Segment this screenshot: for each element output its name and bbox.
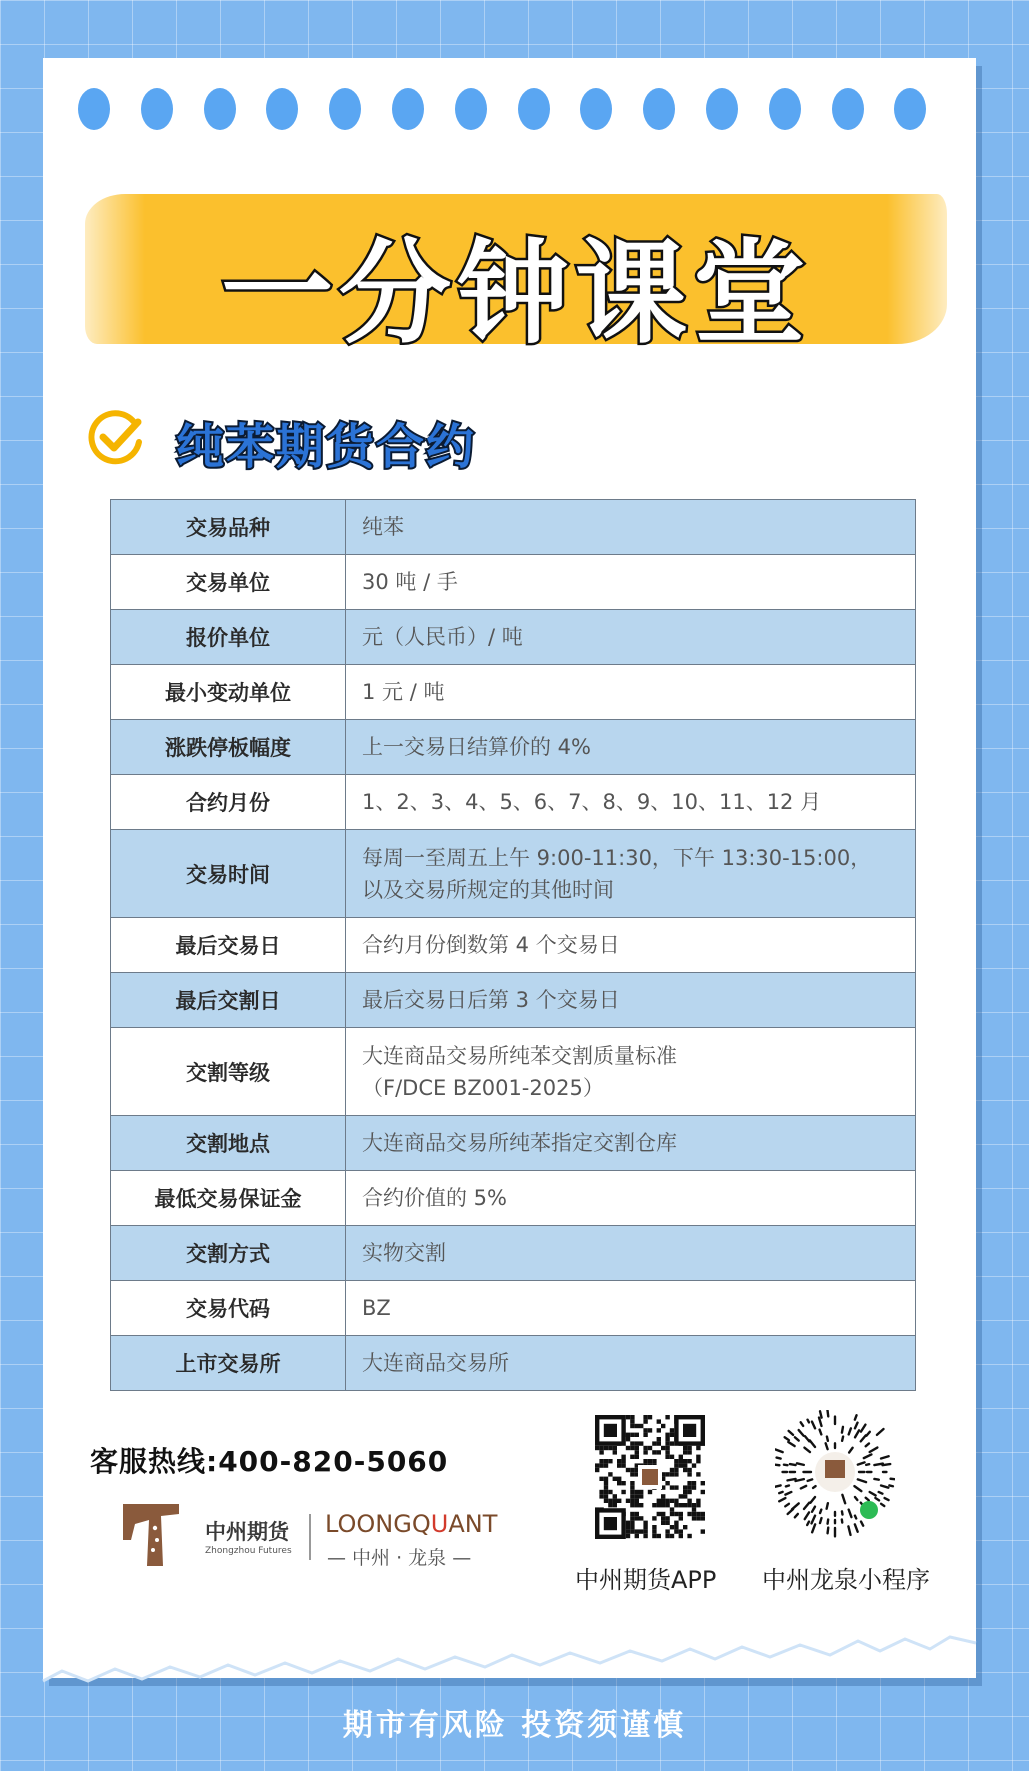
binder-hole: [769, 88, 801, 130]
spec-key: 上市交易所: [111, 1336, 346, 1391]
spec-value-line: 合约月份倒数第 4 个交易日: [362, 933, 620, 957]
logo-divider: [309, 1514, 311, 1560]
spec-key: 合约月份: [111, 775, 346, 830]
spec-row: [111, 830, 916, 918]
spec-key: 交易时间: [111, 830, 346, 918]
spec-value: [346, 1116, 916, 1171]
loongquant-wordmark: [325, 1510, 497, 1538]
spec-value: [346, 665, 916, 720]
spec-row: [111, 500, 916, 555]
spec-value-line: 以及交易所规定的其他时间: [362, 877, 614, 902]
binder-holes: [78, 88, 948, 132]
spec-value: [346, 1226, 916, 1281]
binder-hole: [392, 88, 424, 130]
logo-chinese-name: 中州期货: [205, 1520, 289, 1544]
spec-row: [111, 720, 916, 775]
app-qr-label: 中州期货APP: [575, 1566, 717, 1594]
spec-row: [111, 1171, 916, 1226]
spec-value-line: 合约价值的 5%: [362, 1186, 507, 1210]
binder-hole: [204, 88, 236, 130]
contract-spec-table: [110, 499, 916, 1391]
spec-value-line: 纯苯: [362, 515, 404, 539]
spec-value: [346, 830, 916, 918]
check-circle-icon: [86, 408, 146, 468]
spec-value: [346, 775, 916, 830]
spec-value: [346, 610, 916, 665]
binder-hole: [643, 88, 675, 130]
spec-value-line: 每周一至周五上午 9:00-11:30，下午 13:30-15:00，: [362, 845, 872, 870]
spec-key: 最小变动单位: [111, 665, 346, 720]
logo-english-name: Zhongzhou Futures: [205, 1546, 292, 1556]
binder-hole: [580, 88, 612, 130]
banner-title: 一分钟课堂: [221, 229, 811, 359]
torn-paper-edge: [0, 1615, 1029, 1695]
binder-hole: [266, 88, 298, 130]
spec-value: [346, 555, 916, 610]
spec-value-line: 最后交易日后第 3 个交易日: [362, 988, 620, 1012]
loongquant-prefix: LOONGQ: [325, 1510, 431, 1538]
app-qr-code[interactable]: [595, 1415, 705, 1539]
spec-value: [346, 918, 916, 973]
loongquant-suffix: ANT: [448, 1510, 498, 1538]
spec-key: 交易单位: [111, 555, 346, 610]
spec-row: [111, 775, 916, 830]
spec-key: 最低交易保证金: [111, 1171, 346, 1226]
spec-value-line: 1 元 / 吨: [362, 680, 445, 704]
spec-value: [346, 1171, 916, 1226]
spec-value: [346, 1028, 916, 1116]
risk-disclaimer: 期市有风险 投资须谨慎: [342, 1708, 687, 1743]
spec-row: [111, 1028, 916, 1116]
spec-value-line: （F/DCE BZ001-2025）: [362, 1075, 604, 1100]
spec-key: 报价单位: [111, 610, 346, 665]
spec-row: [111, 1336, 916, 1391]
spec-key: 交易代码: [111, 1281, 346, 1336]
spec-key: 交易品种: [111, 500, 346, 555]
binder-hole: [706, 88, 738, 130]
spec-value-line: 1、2、3、4、5、6、7、8、9、10、11、12 月: [362, 790, 822, 814]
title-banner: [85, 176, 947, 366]
spec-key: 交割等级: [111, 1028, 346, 1116]
spec-value-line: 实物交割: [362, 1241, 446, 1265]
spec-value-line: 大连商品交易所纯苯交割质量标准: [362, 1043, 677, 1068]
binder-hole: [455, 88, 487, 130]
company-logo: [117, 1500, 497, 1575]
loongquant-subtitle: — 中州 · 龙泉 —: [327, 1547, 472, 1569]
spec-row: [111, 665, 916, 720]
spec-value: [346, 720, 916, 775]
spec-row: [111, 973, 916, 1028]
spec-value-line: 元（人民币）/ 吨: [362, 625, 523, 649]
mini-program-label: 中州龙泉小程序: [762, 1566, 930, 1594]
spec-value-line: BZ: [362, 1296, 391, 1320]
binder-hole: [518, 88, 550, 130]
spec-key: 交割地点: [111, 1116, 346, 1171]
spec-key: 最后交割日: [111, 973, 346, 1028]
spec-row: [111, 1281, 916, 1336]
spec-value-line: 大连商品交易所纯苯指定交割仓库: [362, 1131, 677, 1155]
spec-row: [111, 918, 916, 973]
service-hotline: 客服热线:400-820-5060: [90, 1445, 449, 1478]
loongquant-highlight: U: [430, 1510, 449, 1538]
binder-hole: [78, 88, 110, 130]
spec-key: 交割方式: [111, 1226, 346, 1281]
binder-hole: [329, 88, 361, 130]
spec-value-line: 上一交易日结算价的 4%: [362, 735, 591, 759]
binder-hole: [832, 88, 864, 130]
spec-value: [346, 973, 916, 1028]
spec-row: [111, 1116, 916, 1171]
spec-value: [346, 500, 916, 555]
leopard-logo-icon: [117, 1500, 185, 1570]
spec-key: 最后交易日: [111, 918, 346, 973]
binder-hole: [894, 88, 926, 130]
binder-hole: [141, 88, 173, 130]
contract-subtitle: 纯苯期货合约: [176, 419, 477, 475]
spec-value-line: 30 吨 / 手: [362, 570, 458, 594]
spec-key: 涨跌停板幅度: [111, 720, 346, 775]
spec-row: [111, 555, 916, 610]
spec-row: [111, 1226, 916, 1281]
spec-row: [111, 610, 916, 665]
spec-value: [346, 1336, 916, 1391]
spec-value: [346, 1281, 916, 1336]
spec-value-line: 大连商品交易所: [362, 1351, 509, 1375]
mini-program-code[interactable]: [775, 1410, 895, 1538]
